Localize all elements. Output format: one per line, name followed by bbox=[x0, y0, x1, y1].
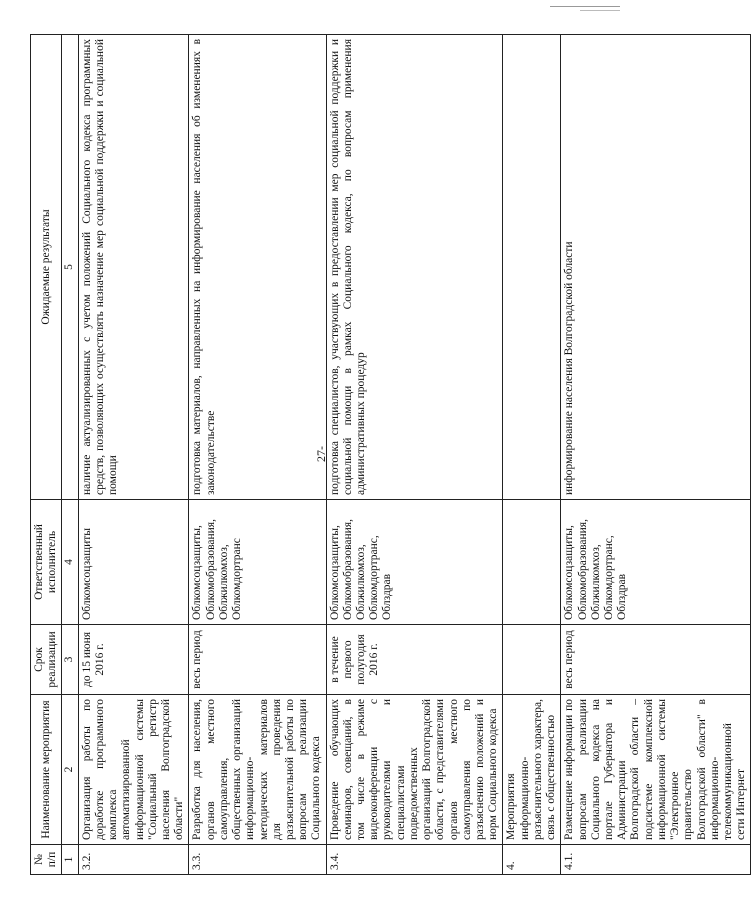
row-name: Мероприятия информационно-разъяснительного характера, связь с общественностью bbox=[503, 695, 561, 845]
row-number: 4. bbox=[503, 845, 561, 875]
row-result bbox=[503, 35, 561, 500]
row-executor: Облкомсоцзащиты, Облкомобразования, Облжилкомхоз, Облкомдортранс, Облздрав bbox=[561, 500, 751, 625]
row-term: весь период bbox=[189, 625, 326, 695]
row-name: Проведение обучающих семинаров, совещаний, в том числе в режиме видеоконференции с руководителями и специалистами подведомственных организаций Волгоградской области, с представителями органов местного самоуправления по разъяснению положений и норм Социального кодекса bbox=[326, 695, 503, 845]
table-row bbox=[561, 35, 751, 875]
row-number: 4.1. bbox=[561, 845, 751, 875]
row-executor: Облкомсоцзащиты, Облкомобразования, Облжилкомхоз, Облкомдортранс, Облздрав bbox=[326, 500, 503, 625]
header-result: Ожидаемые результаты bbox=[31, 35, 62, 500]
row-term: в течение первого полугодия 2016 г. bbox=[326, 625, 503, 695]
measures-table bbox=[30, 34, 751, 875]
header-term: Срок реализации bbox=[31, 625, 62, 695]
page-number: 27- bbox=[314, 446, 328, 462]
row-term bbox=[503, 625, 561, 695]
header-executor: Ответственный исполнитель bbox=[31, 500, 62, 625]
row-number: 3.4. bbox=[326, 845, 503, 875]
row-name: Размещение информации по вопросам реализации Социального кодекса на портале Губернатора и Администрации Волгоградской области – подсистеме комплексной информационной системы "Электронное правительство Волгоградской области" в информационно-телекоммуникационной сети Интернет bbox=[561, 695, 751, 845]
column-number: 4 bbox=[62, 500, 78, 625]
table-row bbox=[326, 35, 503, 875]
row-result: подготовка материалов, направленных на информирование населения об изменениях в законодательстве bbox=[189, 35, 326, 500]
table-row bbox=[189, 35, 326, 875]
header-name: Наименование мероприятия bbox=[31, 695, 62, 845]
column-number: 3 bbox=[62, 625, 78, 695]
column-number: 5 bbox=[62, 35, 78, 500]
row-term: до 15 июня 2016 г. bbox=[78, 625, 189, 695]
scan-mark bbox=[550, 6, 620, 7]
table-row bbox=[78, 35, 189, 875]
row-result: подготовка специалистов, участвующих в предоставлении мер социальной поддержки и социальной помощи в рамках Социального кодекса, по вопросам применения административных процедур bbox=[326, 35, 503, 500]
rotated-document-sheet bbox=[30, 35, 748, 875]
table-header-row bbox=[31, 35, 62, 875]
row-result: наличие актуализированных с учетом положений Социального кодекса программных средств, позволяющих осуществлять назначение мер социальной поддержки и социальной помощи bbox=[78, 35, 189, 500]
row-term: весь период bbox=[561, 625, 751, 695]
column-number: 1 bbox=[62, 845, 78, 875]
column-numbers-row bbox=[62, 35, 78, 875]
row-name: Разработка для населения, органов местного самоуправления, общественных организаций информационно-методических материалов для проведения разъяснительной работы по вопросам реализации Социального кодекса bbox=[189, 695, 326, 845]
row-result: информирование населения Волгоградской области bbox=[561, 35, 751, 500]
header-number: № п/п bbox=[31, 845, 62, 875]
row-number: 3.3. bbox=[189, 845, 326, 875]
row-executor bbox=[503, 500, 561, 625]
row-executor: Облкомсоцзащиты, Облкомобразования, Облжилкомхоз, Облкомдортранс bbox=[189, 500, 326, 625]
row-name: Организация работы по доработке программного комплекса автоматизированной информационной системы "Социальный регистр населения Волгоградской области" bbox=[78, 695, 189, 845]
table-row bbox=[503, 35, 561, 875]
row-executor: Облкомсоцзащиты bbox=[78, 500, 189, 625]
scan-mark-secondary bbox=[580, 10, 620, 11]
column-number: 2 bbox=[62, 695, 78, 845]
row-number: 3.2. bbox=[78, 845, 189, 875]
